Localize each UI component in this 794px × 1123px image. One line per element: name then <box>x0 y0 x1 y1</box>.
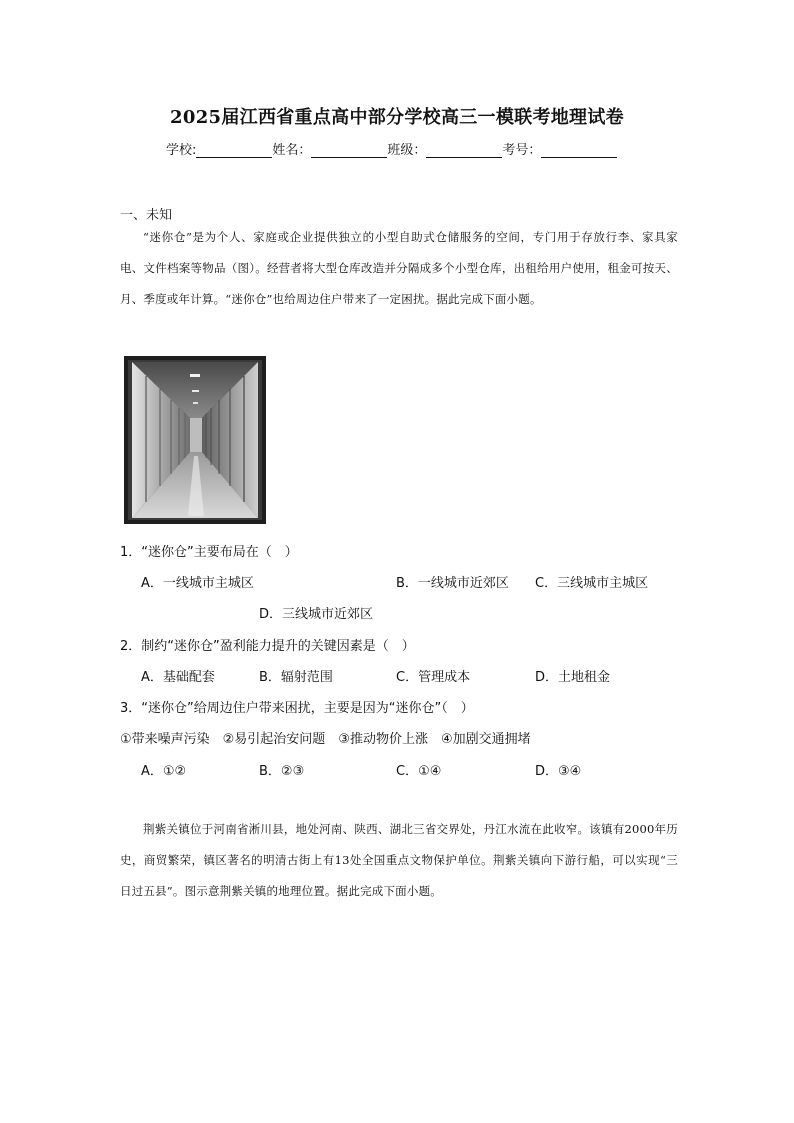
name-label: 姓名： <box>272 143 312 158</box>
question-1-option-d[interactable]: D．三线城市近郊区 <box>259 607 374 622</box>
question-2-stem: 2．制约“迷你仓”盈利能力提升的关键因素是（ ） <box>120 639 415 654</box>
name-blank <box>311 143 387 158</box>
number-blank <box>541 143 617 158</box>
question-3-statements: ①带来噪声污染 ②易引起治安问题 ③推动物价上涨 ④加剧交通拥堵 <box>120 732 531 747</box>
question-3-option-a[interactable]: A．①② <box>141 764 187 779</box>
storage-corridor-photo <box>124 356 266 524</box>
question-1-stem: 1．“迷你仓”主要布局在（ ） <box>120 545 298 560</box>
student-info-row <box>166 139 617 158</box>
class-label: 班级： <box>387 143 427 158</box>
section-heading: 一、未知 <box>120 208 173 223</box>
question-2-option-a[interactable]: A．基础配套 <box>141 670 215 685</box>
question-3-option-b[interactable]: B．②③ <box>259 764 305 779</box>
number-label: 考号： <box>502 143 542 158</box>
school-label: 学校: <box>166 143 197 158</box>
question-3-option-d[interactable]: D．③④ <box>535 764 582 779</box>
question-1-option-c[interactable]: C．三线城市主城区 <box>535 576 649 591</box>
passage-mini-storage: “迷你仓”是为个人、家庭或企业提供独立的小型自助式仓储服务的空间，专门用于存放行李、家具家电、文件档案等物品（图）。经营者将大型仓库改造并分隔成多个小型仓库，出租给用户使用，租金可按天、月、季度或年计算。“迷你仓”也给周边住户带来了一定困扰。据此完成下面小题。 <box>120 230 678 306</box>
exam-title: 2025届江西省重点高中部分学校高三一模联考地理试卷 <box>170 107 624 128</box>
question-3-stem: 3．“迷你仓”给周边住户带来困扰，主要是因为“迷你仓”（ ） <box>120 701 474 716</box>
question-2-option-d[interactable]: D．土地租金 <box>535 670 611 685</box>
question-3-option-c[interactable]: C．①④ <box>396 764 442 779</box>
question-1-option-b[interactable]: B．一线城市近郊区 <box>396 576 509 591</box>
passage-jingziguan: 荆紫关镇位于河南省淅川县，地处河南、陕西、湖北三省交界处，丹江水流在此收窄。该镇有2000年历史，商贸繁荣，镇区著名的明清古街上有13处全国重点文物保护单位。荆紫关镇向下游行船，可以实现“三日过五县”。图示意荆紫关镇的地理位置。据此完成下面小题。 <box>120 822 678 898</box>
question-2-option-b[interactable]: B．辐射范围 <box>259 670 333 685</box>
class-blank <box>426 143 502 158</box>
school-blank <box>196 143 272 158</box>
question-2-option-c[interactable]: C．管理成本 <box>396 670 471 685</box>
question-1-option-a[interactable]: A．一线城市主城区 <box>141 576 254 591</box>
